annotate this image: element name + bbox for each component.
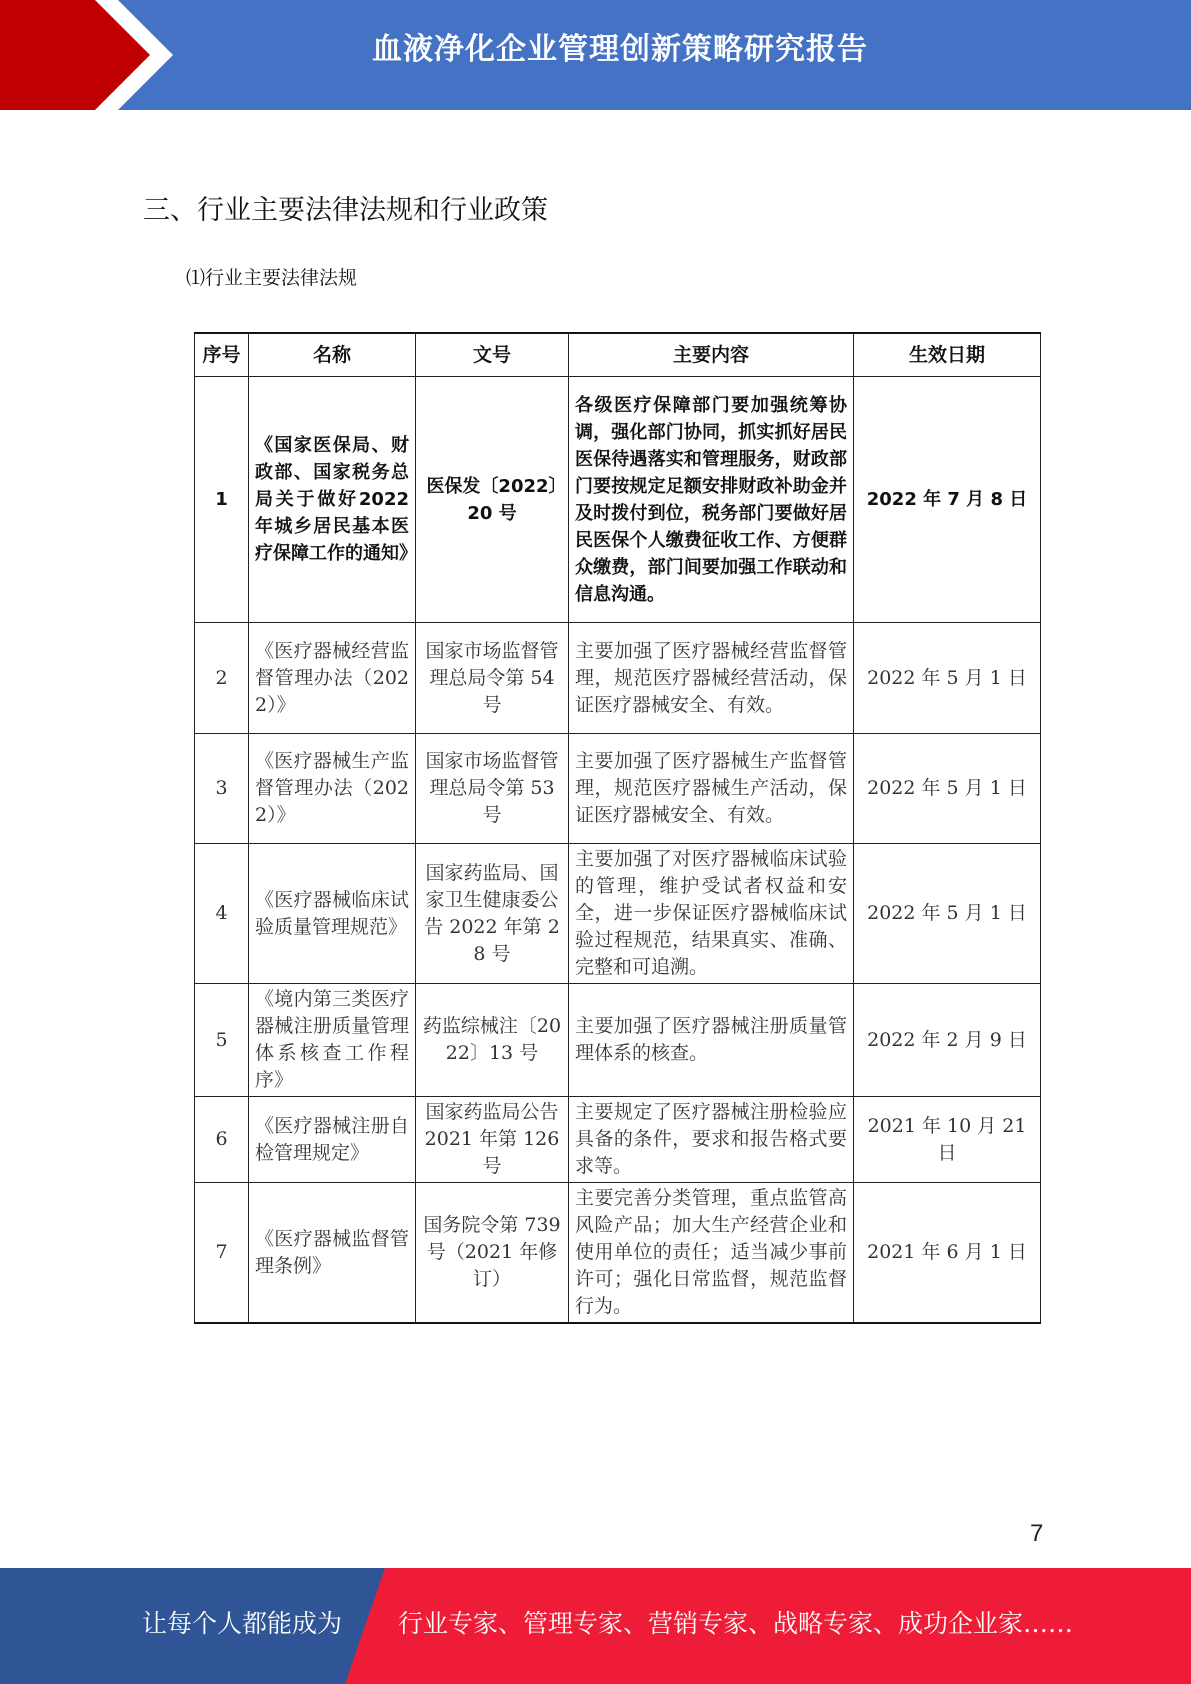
cell-effective-date: 2022 年 7 月 8 日 bbox=[854, 377, 1041, 623]
cell-content: 主要完善分类管理，重点监管高风险产品；加大生产经营企业和使用单位的责任；适当减少事前许可；强化日常监督，规范监督行为。 bbox=[569, 1183, 854, 1324]
cell-doc-number: 药监综械注〔2022〕13 号 bbox=[416, 984, 569, 1097]
table-header-row bbox=[195, 333, 1041, 377]
cell-index: 6 bbox=[195, 1097, 249, 1183]
cell-content: 主要加强了医疗器械经营监督管理，规范医疗器械经营活动，保证医疗器械安全、有效。 bbox=[569, 623, 854, 734]
footer-banner bbox=[0, 1568, 1191, 1684]
cell-content: 主要加强了对医疗器械临床试验的管理，维护受试者权益和安全，进一步保证医疗器械临床试验过程规范，结果真实、准确、完整和可追溯。 bbox=[569, 844, 854, 984]
footer-slogan-left: 让每个人都能成为 bbox=[142, 1609, 343, 1638]
cell-effective-date: 2022 年 5 月 1 日 bbox=[854, 734, 1041, 844]
cell-name: 《医疗器械注册自检管理规定》 bbox=[249, 1097, 416, 1183]
cell-name: 《医疗器械经营监督管理办法（2022）》 bbox=[249, 623, 416, 734]
table-row bbox=[195, 1097, 1041, 1183]
cell-index: 1 bbox=[195, 377, 249, 623]
cell-content: 主要加强了医疗器械注册质量管理体系的核查。 bbox=[569, 984, 854, 1097]
cell-index: 3 bbox=[195, 734, 249, 844]
cell-content: 主要规定了医疗器械注册检验应具备的条件，要求和报告格式要求等。 bbox=[569, 1097, 854, 1183]
cell-name: 《医疗器械监督管理条例》 bbox=[249, 1183, 416, 1324]
cell-doc-number: 国家市场监督管理总局令第 53 号 bbox=[416, 734, 569, 844]
header-name: 名称 bbox=[249, 333, 416, 377]
cell-effective-date: 2022 年 5 月 1 日 bbox=[854, 623, 1041, 734]
table-row bbox=[195, 623, 1041, 734]
cell-doc-number: 医保发〔2022〕20 号 bbox=[416, 377, 569, 623]
cell-doc-number: 国家药监局、国家卫生健康委公告 2022 年第 28 号 bbox=[416, 844, 569, 984]
cell-content: 各级医疗保障部门要加强统筹协调，强化部门协同，抓实抓好居民医保待遇落实和管理服务，财政部门要按规定足额安排财政补助金并及时拨付到位，税务部门要做好居民医保个人缴费征收工作、方便群众缴费，部门间要加强工作联动和信息沟通。 bbox=[569, 377, 854, 623]
section-title: 三、行业主要法律法规和行业政策 bbox=[143, 195, 548, 226]
footer-slogan-right: 行业专家、管理专家、营销专家、战略专家、成功企业家…… bbox=[398, 1609, 1074, 1638]
table-row bbox=[195, 1183, 1041, 1324]
subsection-title: ⑴行业主要法律法规 bbox=[186, 267, 358, 289]
header-content: 主要内容 bbox=[569, 333, 854, 377]
cell-doc-number: 国务院令第 739 号（2021 年修订） bbox=[416, 1183, 569, 1324]
cell-name: 《医疗器械临床试验质量管理规范》 bbox=[249, 844, 416, 984]
cell-index: 2 bbox=[195, 623, 249, 734]
cell-effective-date: 2021 年 10 月 21 日 bbox=[854, 1097, 1041, 1183]
cell-content: 主要加强了医疗器械生产监督管理，规范医疗器械生产活动，保证医疗器械安全、有效。 bbox=[569, 734, 854, 844]
page-number: 7 bbox=[1030, 1520, 1044, 1547]
cell-doc-number: 国家市场监督管理总局令第 54 号 bbox=[416, 623, 569, 734]
laws-table bbox=[194, 332, 1041, 1324]
cell-name: 《医疗器械生产监督管理办法（2022）》 bbox=[249, 734, 416, 844]
header-effective-date: 生效日期 bbox=[854, 333, 1041, 377]
table-row bbox=[195, 984, 1041, 1097]
table-row bbox=[195, 734, 1041, 844]
cell-index: 7 bbox=[195, 1183, 249, 1324]
report-title: 血液净化企业管理创新策略研究报告 bbox=[372, 32, 868, 67]
cell-effective-date: 2022 年 5 月 1 日 bbox=[854, 844, 1041, 984]
table-row bbox=[195, 844, 1041, 984]
cell-name: 《境内第三类医疗器械注册质量管理体系核查工作程序》 bbox=[249, 984, 416, 1097]
cell-index: 4 bbox=[195, 844, 249, 984]
table-row bbox=[195, 377, 1041, 623]
header-index: 序号 bbox=[195, 333, 249, 377]
cell-index: 5 bbox=[195, 984, 249, 1097]
cell-doc-number: 国家药监局公告 2021 年第 126 号 bbox=[416, 1097, 569, 1183]
cell-name: 《国家医保局、财政部、国家税务总局关于做好2022 年城乡居民基本医疗保障工作的通知》 bbox=[249, 377, 416, 623]
cell-effective-date: 2021 年 6 月 1 日 bbox=[854, 1183, 1041, 1324]
header-doc-number: 文号 bbox=[416, 333, 569, 377]
header-bar bbox=[0, 0, 1191, 110]
cell-effective-date: 2022 年 2 月 9 日 bbox=[854, 984, 1041, 1097]
